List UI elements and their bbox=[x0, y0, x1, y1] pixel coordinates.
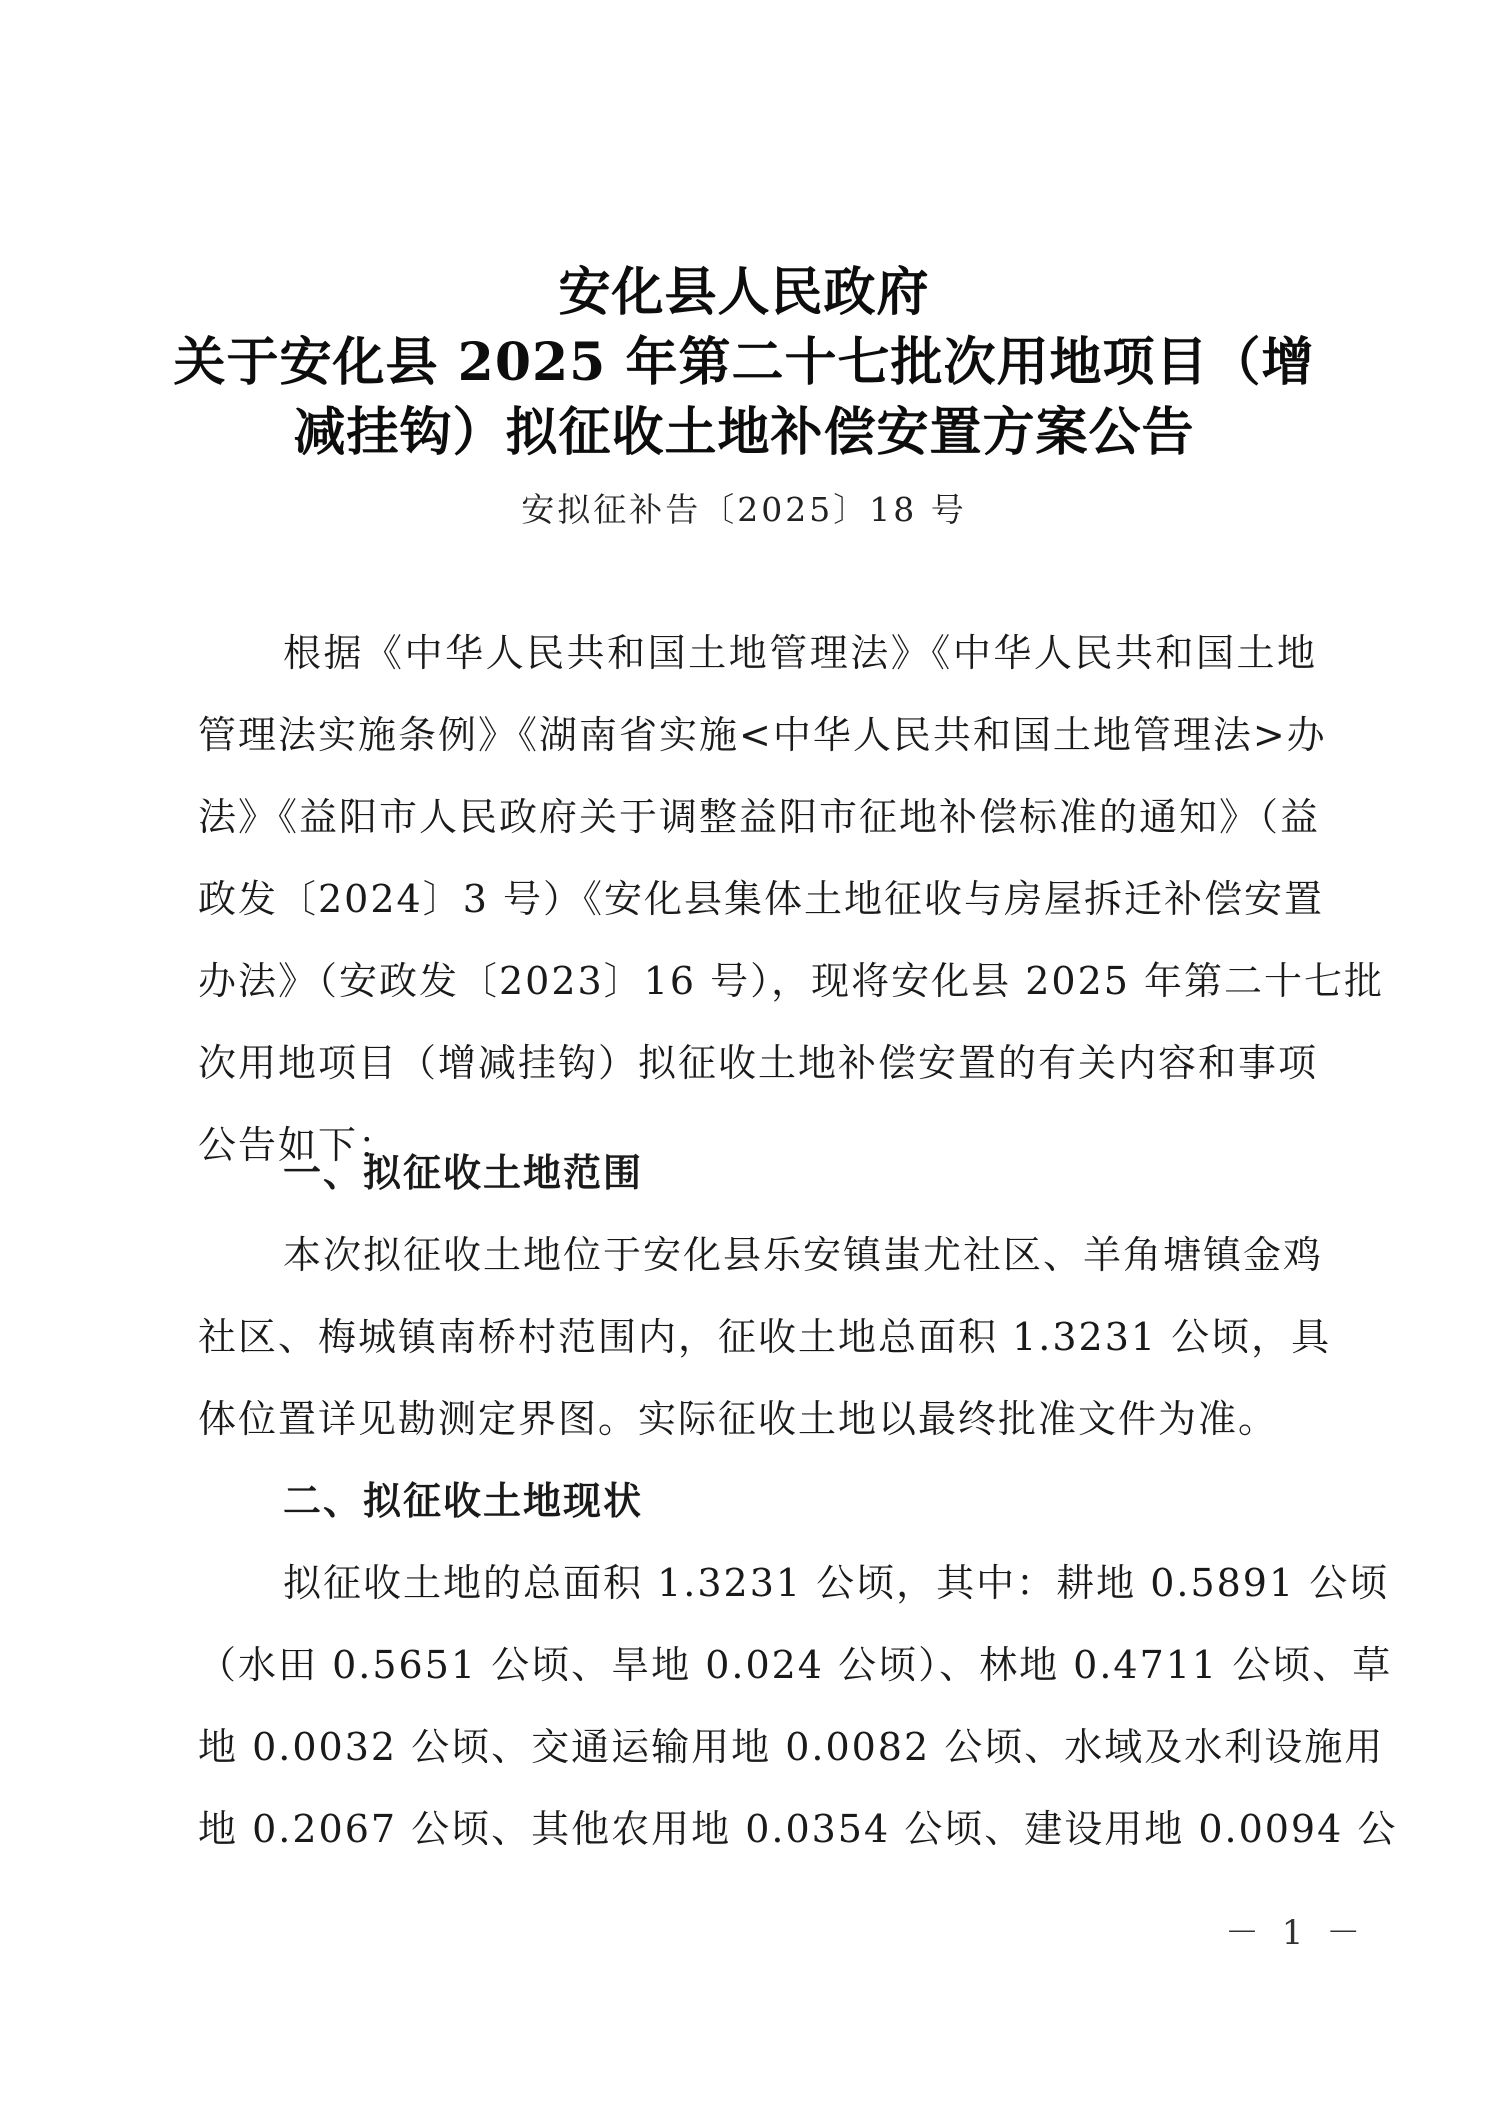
section-paragraph-cont bbox=[198, 1296, 1332, 1460]
section-1-cont bbox=[198, 1296, 1332, 1460]
section-paragraph bbox=[283, 1542, 1390, 1624]
section-line: 社区、梅城镇南桥村范围内，征收土地总面积 1.3231 公顷，具 bbox=[198, 1315, 1332, 1359]
section-2-cont bbox=[198, 1624, 1398, 1870]
document-title bbox=[150, 258, 1338, 468]
title-line-issuer: 安化县人民政府 bbox=[558, 262, 930, 323]
title-line-subject-2: 减挂钩）拟征收土地补偿安置方案公告 bbox=[293, 402, 1195, 463]
section-line: 地 0.2067 公顷、其他农用地 0.0354 公顷、建设用地 0.0094 公 bbox=[198, 1807, 1398, 1851]
section-line: 地 0.0032 公顷、交通运输用地 0.0082 公顷、水域及水利设施用 bbox=[198, 1725, 1385, 1769]
section-line: 拟征收土地的总面积 1.3231 公顷，其中：耕地 0.5891 公顷 bbox=[283, 1561, 1390, 1605]
section-2 bbox=[283, 1460, 1390, 1624]
section-line: （水田 0.5651 公顷、旱地 0.024 公顷）、林地 0.4711 公顷、草 bbox=[198, 1643, 1393, 1687]
page-number: － 1 － bbox=[1225, 1913, 1367, 1953]
intro-line: 次用地项目（增减挂钩）拟征收土地补偿安置的有关内容和事项 bbox=[198, 1041, 1319, 1085]
section-line: 本次拟征收土地位于安化县乐安镇蚩尤社区、羊角塘镇金鸡 bbox=[283, 1233, 1324, 1277]
body-intro bbox=[283, 612, 1317, 694]
title-line-subject-1: 关于安化县 2025 年第二十七批次用地项目（增 bbox=[173, 332, 1315, 393]
section-heading: 一、拟征收土地范围 bbox=[283, 1151, 644, 1195]
section-heading: 二、拟征收土地现状 bbox=[283, 1479, 644, 1523]
intro-paragraph-cont bbox=[198, 694, 1385, 1186]
intro-line: 办法》（安政发〔2023〕16 号），现将安化县 2025 年第二十七批 bbox=[198, 959, 1385, 1003]
intro-line: 法》《益阳市人民政府关于调整益阳市征地补偿标准的通知》（益 bbox=[198, 795, 1321, 839]
section-paragraph-cont bbox=[198, 1624, 1398, 1870]
intro-line: 政发〔2024〕3 号）《安化县集体土地征收与房屋拆迁补偿安置 bbox=[198, 877, 1324, 921]
section-line: 体位置详见勘测定界图。实际征收土地以最终批准文件为准。 bbox=[198, 1397, 1279, 1441]
intro-paragraph bbox=[283, 612, 1317, 694]
intro-line: 管理法实施条例》《湖南省实施<中华人民共和国土地管理法>办 bbox=[198, 713, 1327, 757]
document-number: 安拟征补告〔2025〕18 号 bbox=[521, 490, 967, 529]
section-1 bbox=[283, 1132, 1324, 1296]
section-paragraph bbox=[283, 1214, 1324, 1296]
intro-line: 公告如下： bbox=[198, 1123, 399, 1167]
body-intro-cont bbox=[198, 694, 1385, 1186]
intro-line: 根据《中华人民共和国土地管理法》《中华人民共和国土地 bbox=[283, 631, 1317, 675]
